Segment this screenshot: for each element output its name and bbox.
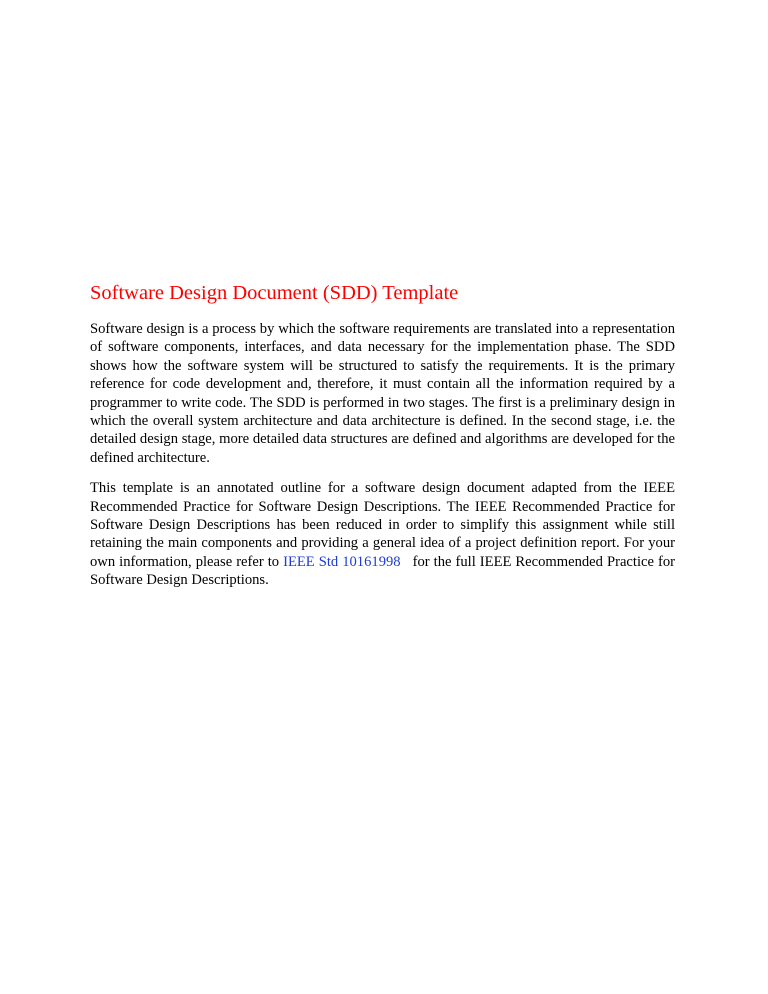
template-paragraph <box>90 479 675 589</box>
intro-paragraph: Software design is a process by which the software requirements are translated into a representation of software components, interfaces, and data necessary for the implementation phase. The SDD shows how the software system will be structured to satisfy the requirements. It is the primary reference for code development and, therefore, it must contain all the information required by a programmer to write code. The SDD is performed in two stages. The first is a preliminary design in which the overall system architecture and data architecture is defined. In the second stage, i.e. the detailed design stage, more detailed data structures are defined and algorithms are developed for the defined architecture. <box>90 321 675 466</box>
document-title: Software Design Document (SDD) Template <box>90 282 459 304</box>
ieee-std-link[interactable]: IEEE Std 10161998 <box>283 553 401 570</box>
template-paragraph-text-end: for the full IEEE Recommended Practice for Software Design Descriptions. <box>90 553 675 589</box>
template-paragraph-text: This template is an annotated outline for a software design document adapted from the IEEE Recommended Practice for Software Design Descriptions. The IEEE Recommended Practice for Software Design Descriptions has been reduced in order to simplify this assignment while still retaining the main components and providing a general idea of a project definition report. For your own information, please refer to <box>90 480 675 570</box>
document-body <box>90 280 675 602</box>
